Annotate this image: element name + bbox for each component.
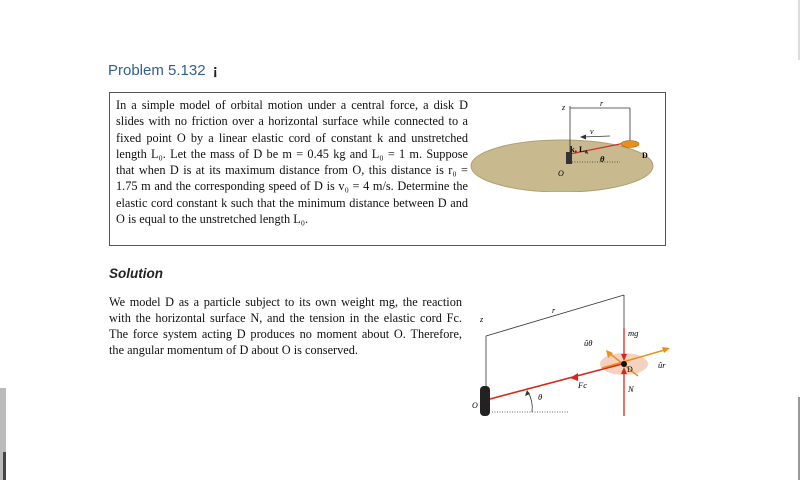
problem-title xyxy=(108,62,218,79)
fig2-utheta-label: ûθ xyxy=(584,338,593,348)
solution-figure xyxy=(472,288,680,418)
exclamation-icon: ¡ xyxy=(212,62,218,79)
theta-arc xyxy=(528,392,532,412)
fc-arrow xyxy=(490,364,622,399)
fig2-z-label: z xyxy=(480,315,484,324)
fig1-r-label: r xyxy=(600,99,604,108)
problem-title-text: Problem 5.132 xyxy=(108,62,206,79)
solution-heading: Solution xyxy=(109,266,163,281)
fig1-o-label: O xyxy=(558,169,564,178)
r-line xyxy=(486,295,624,336)
u-r-arrowhead xyxy=(662,347,670,353)
post-o xyxy=(480,386,490,416)
fig1-theta-label: θ xyxy=(600,154,605,164)
fig1-d-label: D xyxy=(642,151,648,160)
fig2-ur-label: ûr xyxy=(658,360,666,370)
fig1-z-label: z xyxy=(562,103,566,112)
disk-d xyxy=(621,141,639,148)
window-left-edge-dark xyxy=(3,452,6,480)
fig2-r-label: r xyxy=(552,306,556,315)
solution-text: We model D as a particle subject to its own weight mg, the reaction with the horizontal surface N, and the tension in the elastic cord Fc. The force system acting D produces no moment about O. Therefore, the angular momentum of D about O is conserved. xyxy=(109,295,462,357)
fig2-mg-label: mg xyxy=(628,328,639,338)
fig2-d-label: D xyxy=(627,365,633,374)
problem-statement: In a simple model of orbital motion under a central force, a disk D slides with no friction over a horizontal surface while connected to a fixed point O by a linear elastic cord of constant k and unstretched length L₀. Let the mass of D be m = 0.45 kg and L₀ = 1 m. Suppose that when D is at its maximum distance from O, this distance is r₀ = 1.75 m and the corresponding speed of D is v₀ = 4 m/s. Determine the elastic cord constant k such that the minimum distance between D and O is equal to the unstretched length L₀. xyxy=(116,98,468,227)
fig2-o-label: O xyxy=(472,401,478,410)
velocity-arrow xyxy=(582,136,610,137)
fig2-theta-label: θ xyxy=(538,392,543,402)
fig1-kl0-label: k, L₀ xyxy=(570,144,588,154)
fig1-v-label: v xyxy=(590,127,594,136)
problem-figure xyxy=(470,96,662,192)
velocity-arrowhead xyxy=(580,135,586,140)
fig2-fc-label: Fc xyxy=(578,380,587,390)
fig2-n-label: N xyxy=(628,384,634,394)
